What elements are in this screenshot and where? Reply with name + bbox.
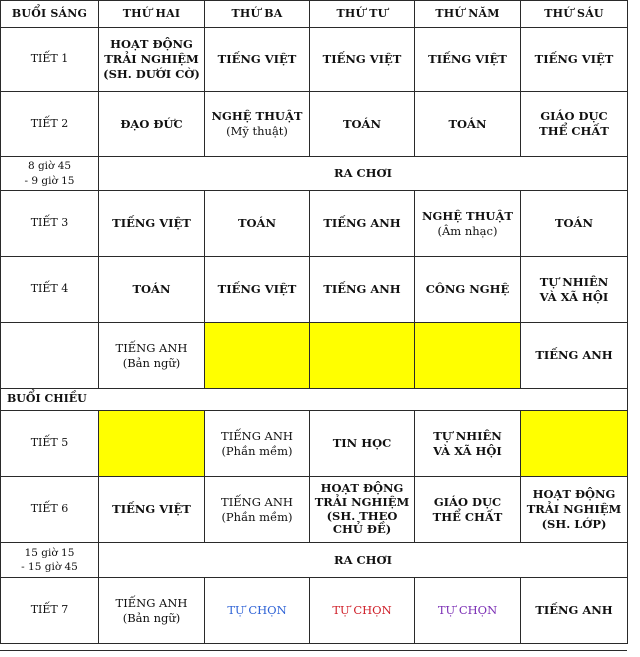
cell-line: GIÁO DỤC xyxy=(540,109,608,124)
header-row xyxy=(1,1,628,28)
time-line: - 15 giờ 45 xyxy=(21,561,78,573)
day-wednesday: THỨ TƯ xyxy=(310,1,415,28)
period-label: TIẾT 2 xyxy=(1,92,99,157)
cell-friday xyxy=(521,477,628,543)
cell-tuesday: TIẾNG VIỆT xyxy=(205,257,310,323)
break-label: RA CHƠI xyxy=(99,157,628,191)
cell-monday: TOÁN xyxy=(99,257,205,323)
day-thursday: THỨ NĂM xyxy=(415,1,521,28)
cell-thursday: CÔNG NGHỆ xyxy=(415,257,521,323)
cell-monday xyxy=(99,28,205,92)
cell-line: TRẢI NGHIỆM xyxy=(526,502,622,517)
cell-thursday xyxy=(415,411,521,477)
highlight-cell xyxy=(205,323,310,389)
session-morning: BUỔI SÁNG xyxy=(1,1,99,28)
highlight-cell xyxy=(99,411,205,477)
break-row xyxy=(1,157,628,191)
day-monday: THỨ HAI xyxy=(99,1,205,28)
cell-thursday xyxy=(415,191,521,257)
cell-wednesday xyxy=(310,477,415,543)
period-row xyxy=(1,28,628,92)
cell-line: VÀ XÃ HỘI xyxy=(539,289,609,304)
cell-line: (SH. THEO xyxy=(326,508,398,523)
period-label: TIẾT 7 xyxy=(1,578,99,644)
empty-label xyxy=(1,323,99,389)
cell-subline: (Mỹ thuật) xyxy=(226,124,288,138)
period-label: TIẾT 5 xyxy=(1,411,99,477)
cell-friday: TIẾNG VIỆT xyxy=(521,28,628,92)
cell-monday: TIẾNG VIỆT xyxy=(99,191,205,257)
period-row xyxy=(1,92,628,157)
period-label: TIẾT 6 xyxy=(1,477,99,543)
cell-subline: (Phần mềm) xyxy=(221,509,293,524)
cell-tuesday xyxy=(205,411,310,477)
cell-wednesday: TOÁN xyxy=(310,92,415,157)
cell-line: GIÁO DỤC xyxy=(433,494,502,509)
period-row xyxy=(1,477,628,543)
highlight-cell xyxy=(310,323,415,389)
cell-subline: (Bản ngữ) xyxy=(122,355,181,370)
cell-thursday: TOÁN xyxy=(415,92,521,157)
period-row xyxy=(1,257,628,323)
cell-line: NGHỆ THUẬT xyxy=(211,109,303,124)
cell-tuesday-elective: TỰ CHỌN xyxy=(205,578,310,644)
cell-line: THỂ CHẤT xyxy=(539,124,609,138)
cell-subline: (Bản ngữ) xyxy=(122,610,181,625)
cell-wednesday: TIN HỌC xyxy=(310,411,415,477)
cell-line: HOẠT ĐỘNG xyxy=(532,487,616,502)
cell-line: TRẢI NGHIỆM xyxy=(104,52,199,67)
highlight-cell xyxy=(415,323,521,389)
period-label: TIẾT 1 xyxy=(1,28,99,92)
period-row xyxy=(1,411,628,477)
cell-friday: TIẾNG ANH xyxy=(521,578,628,644)
cell-monday xyxy=(99,578,205,644)
cell-friday: TOÁN xyxy=(521,191,628,257)
cell-line: TỰ NHIÊN xyxy=(433,428,502,443)
cell-thursday xyxy=(415,477,521,543)
cell-wednesday: TIẾNG VIỆT xyxy=(310,28,415,92)
section-row xyxy=(1,389,628,411)
cell-tuesday: TOÁN xyxy=(205,191,310,257)
time-line: 15 giờ 15 xyxy=(24,546,75,559)
cell-line: TRẢI NGHIỆM xyxy=(314,494,410,509)
time-line: - 9 giờ 15 xyxy=(24,174,75,187)
cell-line: CHỦ ĐỀ) xyxy=(332,522,392,537)
day-tuesday: THỨ BA xyxy=(205,1,310,28)
cell-subline: (Phần mềm) xyxy=(221,443,293,458)
extra-row xyxy=(1,323,628,389)
cell-line: TIẾNG ANH xyxy=(221,494,293,509)
time-line: 8 giờ 45 xyxy=(27,160,72,173)
cell-monday: ĐẠO ĐỨC xyxy=(99,92,205,157)
cell-tuesday xyxy=(205,92,310,157)
cell-friday xyxy=(521,92,628,157)
cell-wednesday: TIẾNG ANH xyxy=(310,191,415,257)
cell-line: (SH. DƯỚI CỜ) xyxy=(103,66,200,81)
cell-friday xyxy=(521,257,628,323)
cell-tuesday xyxy=(205,477,310,543)
cell-line: HOẠT ĐỘNG xyxy=(320,480,404,495)
period-label: TIẾT 3 xyxy=(1,191,99,257)
break-label: RA CHƠI xyxy=(99,543,628,578)
cell-monday xyxy=(99,323,205,389)
cell-line: NGHỆ THUẬT xyxy=(422,208,513,223)
cell-line: (SH. LỚP) xyxy=(541,516,607,531)
break-row xyxy=(1,543,628,578)
cell-line: TIẾNG ANH xyxy=(115,340,188,355)
cell-friday: TIẾNG ANH xyxy=(521,323,628,389)
cell-line: HOẠT ĐỘNG xyxy=(110,37,193,52)
day-friday: THỨ SÁU xyxy=(521,1,628,28)
break-time xyxy=(1,543,99,578)
cell-wednesday: TIẾNG ANH xyxy=(310,257,415,323)
cell-line: VÀ XÃ HỘI xyxy=(433,443,502,458)
cell-line: THỂ CHẤT xyxy=(432,509,503,524)
cell-tuesday: TIẾNG VIỆT xyxy=(205,28,310,92)
cell-monday: TIẾNG VIỆT xyxy=(99,477,205,543)
cell-thursday-elective: TỰ CHỌN xyxy=(415,578,521,644)
highlight-cell xyxy=(521,411,628,477)
period-row xyxy=(1,578,628,644)
session-afternoon: BUỔI CHIỀU xyxy=(1,389,628,411)
cell-wednesday-elective: TỰ CHỌN xyxy=(310,578,415,644)
cell-thursday: TIẾNG VIỆT xyxy=(415,28,521,92)
period-row xyxy=(1,191,628,257)
cell-line: TIẾNG ANH xyxy=(115,595,188,610)
break-time xyxy=(1,157,99,191)
period-label: TIẾT 4 xyxy=(1,257,99,323)
cell-line: TIẾNG ANH xyxy=(221,428,293,443)
cell-subline: (Âm nhạc) xyxy=(437,223,498,238)
cell-line: TỰ NHIÊN xyxy=(539,274,609,289)
